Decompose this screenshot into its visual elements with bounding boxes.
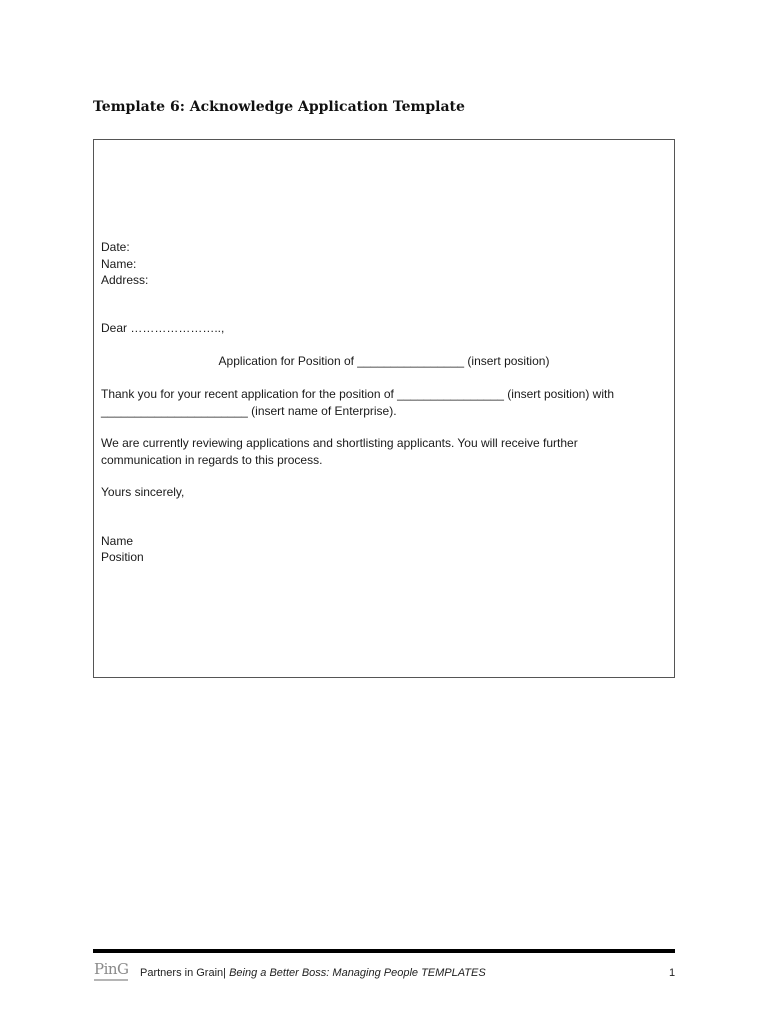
body-paragraph-1-line-2: ______________________ (insert name of Enterprise). (101, 404, 397, 418)
footer-document-title: Being a Better Boss: Managing People TEMPLATES (229, 967, 486, 979)
logo-underline (94, 979, 128, 981)
body-paragraph-2-line-1: We are currently reviewing applications and shortlisting applicants. You will receive further (101, 436, 578, 450)
signature-name: Name (101, 534, 134, 548)
letter-template-box (93, 139, 675, 678)
footer-rule (93, 949, 675, 953)
salutation: Dear ………………….., (101, 321, 225, 335)
page-title: Template 6: Acknowledge Application Template (93, 99, 465, 115)
body-paragraph-2-line-2: communication in regards to this process. (101, 453, 323, 467)
date-label: Date: (101, 240, 130, 254)
name-label: Name: (101, 257, 137, 271)
address-label: Address: (101, 273, 149, 287)
logo-text: PinG (94, 960, 129, 978)
subject-line: Application for Position of ________________ (insert position) (218, 354, 550, 368)
footer-org: Partners in Grain (140, 967, 224, 979)
body-paragraph-1-line-1: Thank you for your recent application for the position of ________________ (insert position) with (101, 387, 614, 401)
page-number: 1 (669, 967, 676, 979)
ping-logo (94, 961, 130, 985)
closing: Yours sincerely, (101, 485, 185, 499)
signature-position: Position (101, 550, 144, 564)
footer-caption (140, 966, 486, 980)
footer-separator: | (223, 967, 230, 979)
